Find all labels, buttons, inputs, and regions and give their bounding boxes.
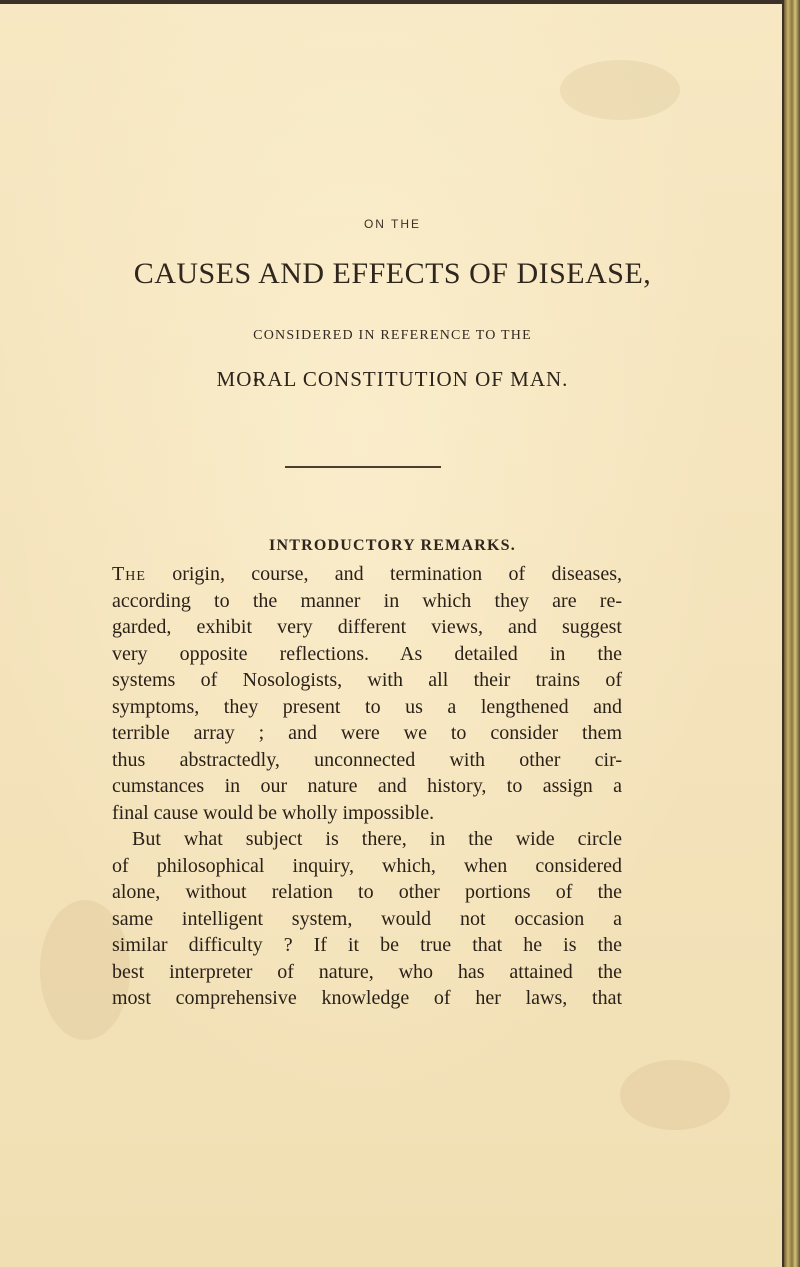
paragraph-1-line: cumstances in our nature and history, to assign a <box>112 775 622 797</box>
pre-title: ON THE <box>363 217 422 231</box>
sub-title: CONSIDERED IN REFERENCE TO THE <box>253 328 532 343</box>
subject-title: MORAL CONSTITUTION OF MAN. <box>216 367 569 391</box>
paragraph-2-line: same intelligent system, would not occasion a <box>112 907 622 930</box>
line-text: origin, course, and termination of diseases, <box>145 563 622 585</box>
paper-stain <box>620 1060 730 1130</box>
body-text <box>112 561 622 1012</box>
paragraph-1-line: thus abstractedly, unconnected with other cir- <box>112 748 622 771</box>
top-border <box>0 0 785 4</box>
paragraph-1-line: according to the manner in which they are re- <box>112 589 622 612</box>
section-heading: INTRODUCTORY REMARKS. <box>269 537 516 554</box>
main-title: CAUSES AND EFFECTS OF DISEASE, <box>133 257 652 290</box>
paragraph-1-line: systems of Nosologists, with all their trains of <box>112 669 622 691</box>
paragraph-2-line: of philosophical inquiry, which, when considered <box>112 854 622 877</box>
paragraph-1-line: garded, exhibit very different views, and suggest <box>112 616 622 638</box>
paragraph-2-line: most comprehensive knowledge of her laws, that <box>112 987 622 1009</box>
paragraph-2-line: similar difficulty ? If it be true that he is the <box>112 934 622 956</box>
paragraph-1-line: terrible array ; and were we to consider them <box>112 722 622 744</box>
page-edge <box>784 0 800 1267</box>
title-divider <box>285 466 441 468</box>
paragraph-2-line: alone, without relation to other portions of the <box>112 881 622 903</box>
paragraph-1-line: very opposite reflections. As detailed in the <box>112 642 622 665</box>
paragraph-1-line-1 <box>112 561 622 588</box>
paragraph-2-line: But what subject is there, in the wide circle <box>132 828 622 850</box>
paragraph-2-line: best interpreter of nature, who has attained the <box>112 960 622 983</box>
paragraph-1-line: symptoms, they present to us a lengthened and <box>112 695 622 718</box>
drop-word: The <box>112 563 146 585</box>
paper-stain <box>560 60 680 120</box>
paragraph-1-line: final cause would be wholly impossible. <box>112 801 435 824</box>
